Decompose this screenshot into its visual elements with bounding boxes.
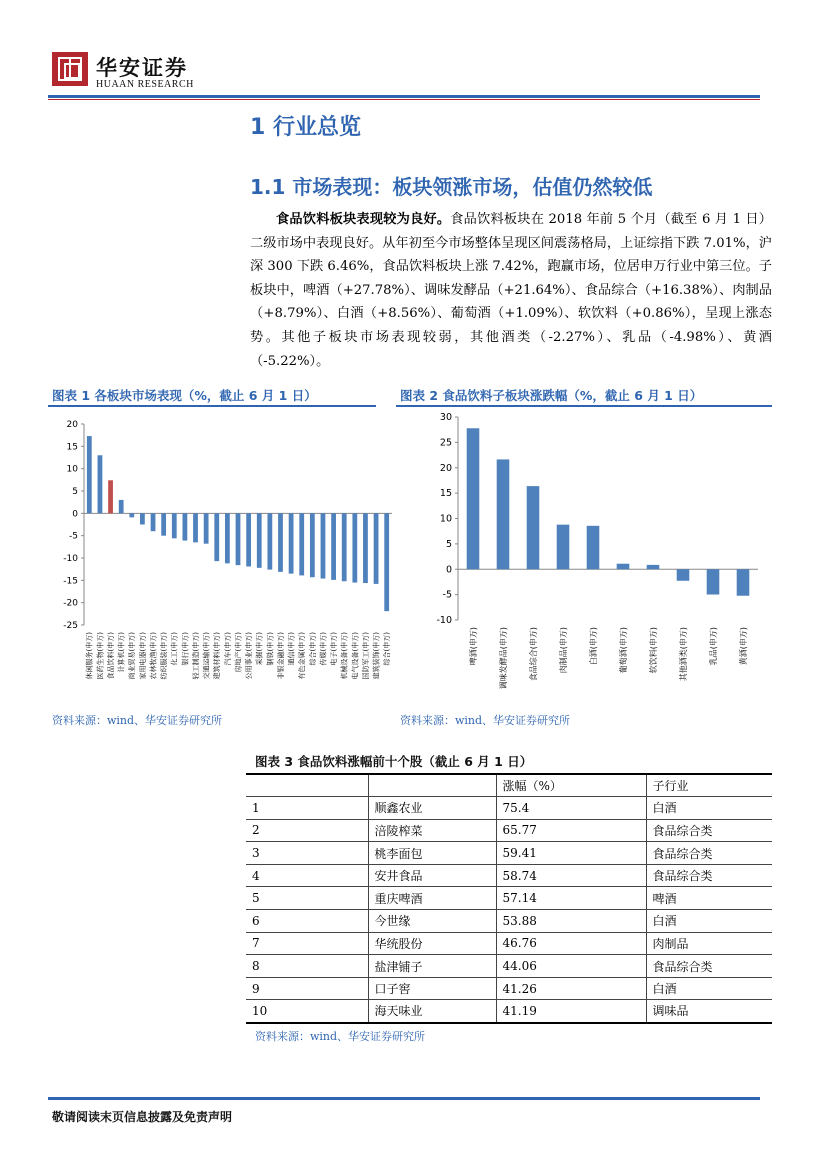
- table3-title: 图表 3 食品饮料涨幅前十个股（截止 6 月 1 日）: [255, 754, 533, 769]
- x-category-label: 医药生物(申万): [96, 632, 105, 680]
- table-row: [246, 977, 772, 1000]
- bar: [467, 428, 480, 569]
- x-category-label: 建筑装饰(申万): [372, 632, 381, 680]
- header-divider: [48, 95, 760, 98]
- bar: [204, 513, 209, 543]
- company-logo: [52, 52, 88, 86]
- x-category-label: 机械设备(申万): [340, 632, 349, 680]
- stock-name-cell: 重庆啤酒: [368, 887, 496, 910]
- bar: [140, 513, 145, 524]
- bar: [278, 513, 283, 572]
- bar: [108, 480, 113, 513]
- paragraph-body: 食品饮料板块在 2018 年前 5 个月（截至 6 月 1 日）二级市场中表现良好。从年初至今市场整体呈现区间震荡格局，上证综指下跌 7.01%，沪深 300 下跌 6.46%，食品饮料板块上涨 7.42%，跑赢市场，位居申万行业中第三位。子板块中，啤酒（+27.78%）、调味发酵品（+21.64%）、食品综合（+16.38%）、肉制品（+8.79%）、白酒（+8.56%）、葡萄酒（+1.09%）、软饮料（+0.86%），呈现上涨态势。其他子板块市场表现较弱，其他酒类（-2.27%）、乳品（-4.98%）、黄酒（-5.22%）。: [250, 212, 772, 369]
- x-category-label: 乳品(申万): [708, 627, 718, 666]
- x-category-label: 休闲服务(申万): [85, 632, 94, 680]
- x-category-label: 计算机(申万): [117, 632, 126, 673]
- subsection-heading: 1.1 市场表现：板块领涨市场，估值仍然较低: [250, 175, 653, 199]
- x-category-label: 有色金属(申万): [298, 632, 307, 680]
- bar: [587, 526, 600, 569]
- bar: [374, 513, 379, 584]
- gain-cell: 75.4: [496, 797, 646, 820]
- y-tick-label: 0: [72, 509, 78, 520]
- rank-cell: 4: [246, 864, 368, 887]
- x-category-label: 其他酒类(申万): [678, 627, 688, 682]
- x-category-label: 轻工制造(申万): [191, 632, 200, 680]
- bar: [172, 513, 177, 538]
- x-category-label: 商业贸易(申万): [128, 632, 137, 680]
- bar: [299, 513, 304, 575]
- x-category-label: 白酒(申万): [588, 627, 598, 666]
- table-row: [246, 819, 772, 842]
- bar: [214, 513, 219, 561]
- x-category-label: 农林牧渔(申万): [149, 632, 158, 680]
- x-category-label: 非银金融(申万): [276, 632, 285, 680]
- gain-cell: 44.06: [496, 955, 646, 978]
- body-paragraph: [250, 208, 772, 373]
- figure2-source: 资料来源：wind、华安证券研究所: [400, 714, 571, 727]
- x-category-label: 葡萄酒(申万): [618, 627, 628, 674]
- bar: [384, 513, 389, 611]
- rank-cell: 5: [246, 887, 368, 910]
- bar: [352, 513, 357, 582]
- stock-name-cell: 口子窖: [368, 977, 496, 1000]
- subindustry-cell: 食品综合类: [646, 819, 772, 842]
- bar: [87, 436, 92, 513]
- x-category-label: 综合(申万): [383, 632, 392, 666]
- y-tick-label: 5: [72, 487, 78, 497]
- bar: [497, 459, 510, 569]
- rank-cell: 2: [246, 819, 368, 842]
- bar: [707, 569, 720, 594]
- footer-disclaimer: 敬请阅读末页信息披露及免责声明: [52, 1110, 233, 1124]
- y-tick-label: 0: [445, 564, 452, 576]
- table-header-row: [246, 774, 772, 797]
- rank-cell: 6: [246, 910, 368, 933]
- subindustry-cell: 白酒: [646, 977, 772, 1000]
- subindustry-cell: 食品综合类: [646, 864, 772, 887]
- gain-cell: 65.77: [496, 819, 646, 842]
- subindustry-cell: 调味品: [646, 1000, 772, 1023]
- y-tick-label: -20: [63, 598, 78, 609]
- table-header-cell: 涨幅（%）: [496, 774, 646, 797]
- y-tick-label: 10: [439, 513, 452, 525]
- rank-cell: 8: [246, 955, 368, 978]
- bar: [129, 513, 134, 517]
- rank-cell: 9: [246, 977, 368, 1000]
- header-divider-accent: [48, 99, 760, 100]
- y-tick-label: 20: [439, 462, 452, 474]
- bar: [267, 513, 272, 569]
- table3-source: 资料来源：wind、华安证券研究所: [255, 1030, 426, 1043]
- paragraph-lead: 食品饮料板块表现较为良好。: [276, 212, 451, 227]
- y-tick-label: -10: [436, 615, 452, 626]
- x-category-label: 电子(申万): [330, 632, 339, 666]
- table-row: [246, 1000, 772, 1023]
- subindustry-cell: 食品综合类: [646, 842, 772, 865]
- x-category-label: 电气设备(申万): [351, 632, 360, 680]
- table-header-cell: [246, 774, 368, 797]
- figure1-source: 资料来源：wind、华安证券研究所: [52, 714, 223, 727]
- x-category-label: 啤酒(申万): [468, 627, 478, 666]
- bar: [151, 513, 156, 531]
- footer-divider: [48, 1097, 760, 1100]
- y-tick-label: -10: [63, 554, 78, 564]
- bar: [557, 525, 570, 570]
- stock-name-cell: 今世缘: [368, 910, 496, 933]
- rank-cell: 3: [246, 842, 368, 865]
- y-tick-label: 20: [66, 420, 78, 430]
- rank-cell: 10: [246, 1000, 368, 1023]
- bar: [257, 513, 262, 567]
- gain-cell: 58.74: [496, 864, 646, 887]
- table-row: [246, 797, 772, 820]
- bar: [647, 565, 660, 569]
- bar: [289, 513, 294, 573]
- subindustry-cell: 肉制品: [646, 932, 772, 955]
- x-category-label: 肉制品(申万): [558, 627, 568, 674]
- bar: [737, 569, 750, 595]
- figure1-rule: [48, 405, 376, 407]
- x-category-label: 交通运输(申万): [202, 632, 211, 680]
- bar: [677, 569, 690, 581]
- x-category-label: 银行(申万): [181, 632, 190, 666]
- x-category-label: 汽车(申万): [223, 632, 232, 666]
- bar: [331, 513, 336, 580]
- bar: [342, 513, 347, 581]
- x-category-label: 房地产(申万): [234, 632, 243, 673]
- bar: [617, 564, 630, 570]
- table-row: [246, 910, 772, 933]
- sector-performance-chart: [48, 410, 398, 710]
- section-heading: 1 行业总览: [250, 115, 361, 140]
- bar: [246, 513, 251, 566]
- figure2-title: 图表 2 食品饮料子板块涨跌幅（%，截止 6 月 1 日）: [400, 388, 703, 403]
- brand-name-cn: 华安证券: [96, 55, 188, 80]
- table-row: [246, 842, 772, 865]
- gain-cell: 41.26: [496, 977, 646, 1000]
- figure1-title: 图表 1 各板块市场表现（%，截止 6 月 1 日）: [52, 388, 317, 403]
- stock-name-cell: 顺鑫农业: [368, 797, 496, 820]
- x-category-label: 建筑材料(申万): [213, 632, 222, 680]
- y-tick-label: -5: [442, 589, 452, 601]
- subindustry-cell: 啤酒: [646, 887, 772, 910]
- y-tick-label: 10: [66, 464, 78, 475]
- x-category-label: 食品综合(申万): [528, 627, 538, 682]
- y-tick-label: 15: [66, 442, 78, 453]
- gain-cell: 57.14: [496, 887, 646, 910]
- table-row: [246, 932, 772, 955]
- x-category-label: 纺织服装(申万): [160, 632, 169, 680]
- x-category-label: 家用电器(申万): [138, 632, 147, 680]
- bar: [225, 513, 230, 563]
- y-tick-label: 5: [445, 538, 452, 550]
- stock-name-cell: 桃李面包: [368, 842, 496, 865]
- stock-name-cell: 涪陵榨菜: [368, 819, 496, 842]
- table-row: [246, 864, 772, 887]
- x-category-label: 传媒(申万): [319, 632, 328, 666]
- table-header-cell: [368, 774, 496, 797]
- table-row: [246, 955, 772, 978]
- y-tick-label: 30: [439, 412, 452, 423]
- x-category-label: 黄酒(申万): [738, 627, 748, 666]
- y-tick-label: 25: [439, 437, 452, 449]
- bar: [527, 486, 540, 569]
- x-category-label: 调味发酵品(申万): [498, 627, 508, 690]
- stock-name-cell: 海天味业: [368, 1000, 496, 1023]
- bar: [161, 513, 166, 535]
- top-ten-stocks-table: [246, 773, 772, 1024]
- gain-cell: 46.76: [496, 932, 646, 955]
- bar: [98, 455, 103, 513]
- x-category-label: 国防军工(申万): [361, 632, 370, 680]
- x-category-label: 软饮料(申万): [648, 627, 658, 674]
- x-category-label: 公用事业(申万): [245, 632, 254, 680]
- y-tick-label: -5: [69, 531, 78, 542]
- bar: [193, 513, 198, 542]
- y-tick-label: 15: [439, 488, 452, 500]
- bar: [236, 513, 241, 565]
- bar: [321, 513, 326, 578]
- x-category-label: 化工(申万): [170, 632, 179, 666]
- gain-cell: 53.88: [496, 910, 646, 933]
- stock-name-cell: 华统股份: [368, 932, 496, 955]
- stock-name-cell: 盐津铺子: [368, 955, 496, 978]
- brand-name-en: HUAAN RESEARCH: [96, 79, 194, 90]
- stock-name-cell: 安井食品: [368, 864, 496, 887]
- table-row: [246, 887, 772, 910]
- y-tick-label: -25: [63, 621, 78, 631]
- rank-cell: 1: [246, 797, 368, 820]
- rank-cell: 7: [246, 932, 368, 955]
- gain-cell: 41.19: [496, 1000, 646, 1023]
- x-category-label: 钢铁(申万): [266, 632, 275, 666]
- x-category-label: 通信(申万): [287, 632, 296, 666]
- x-category-label: 综合(申万): [308, 632, 317, 666]
- bar: [363, 513, 368, 583]
- subindustry-cell: 白酒: [646, 910, 772, 933]
- bar: [119, 500, 124, 513]
- subindustry-cell: 食品综合类: [646, 955, 772, 978]
- table-header-cell: 子行业: [646, 774, 772, 797]
- bar: [310, 513, 315, 577]
- x-category-label: 采掘(申万): [255, 632, 264, 666]
- bar: [183, 513, 188, 540]
- subsector-performance-chart: [396, 405, 772, 710]
- subindustry-cell: 白酒: [646, 797, 772, 820]
- y-tick-label: -15: [63, 576, 78, 587]
- gain-cell: 59.41: [496, 842, 646, 865]
- x-category-label: 食品饮料(申万): [107, 632, 116, 680]
